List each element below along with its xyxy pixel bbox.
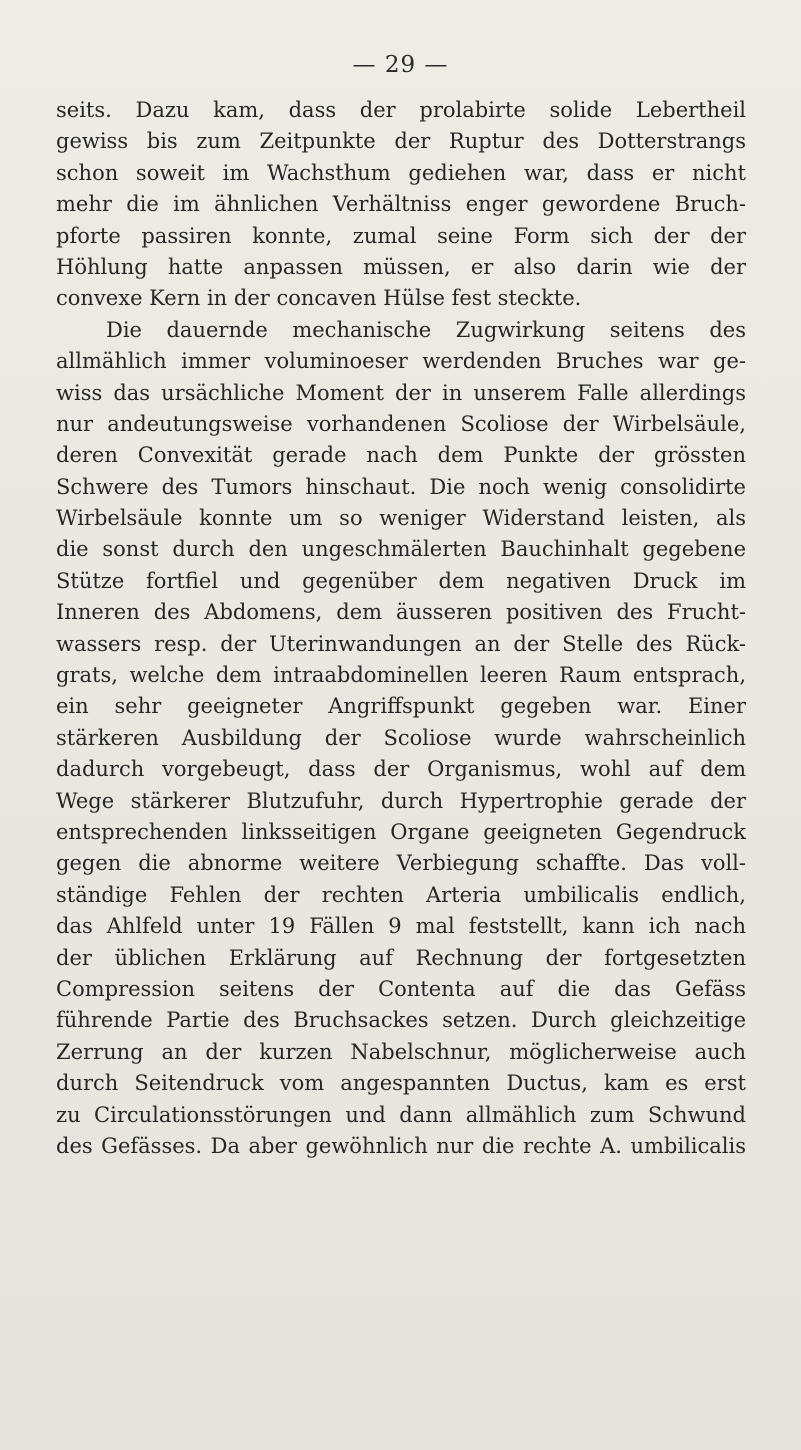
text-line: pforte passiren konnte, zumal seine Form sich der der xyxy=(56,223,746,248)
text-line: wiss das ursächliche Moment der in unserem Falle allerdings xyxy=(56,380,746,405)
text-line: Inneren des Abdomens, dem äusseren positiven des Frucht- xyxy=(56,600,746,625)
text-line: dadurch vorgebeugt, dass der Organismus, wohl auf dem xyxy=(56,757,746,782)
text-line: grats, welche dem intraabdominellen leeren Raum entsprach, xyxy=(56,663,746,688)
text-line: Schwere des Tumors hinschaut. Die noch wenig consolidirte xyxy=(56,474,746,499)
text-line: das Ahlfeld unter 19 Fällen 9 mal feststellt, kann ich nach xyxy=(56,914,746,939)
text-line: wassers resp. der Uterinwandungen an der Stelle des Rück- xyxy=(56,631,746,656)
text-line: Compression seitens der Contenta auf die das Gefäss xyxy=(56,976,746,1001)
text-line: gegen die abnorme weitere Verbiegung schaffte. Das voll- xyxy=(56,851,746,876)
text-line: stärkeren Ausbildung der Scoliose wurde wahrscheinlich xyxy=(56,725,746,750)
text-line: nur andeutungsweise vorhandenen Scoliose der Wirbelsäule, xyxy=(56,411,746,436)
text-line: mehr die im ähnlichen Verhältniss enger gewordene Bruch- xyxy=(56,192,746,217)
text-line: Wege stärkerer Blutzufuhr, durch Hypertrophie gerade der xyxy=(56,788,746,813)
text-line: gewiss bis zum Zeitpunkte der Ruptur des Dotterstrangs xyxy=(56,129,746,154)
text-line: des Gefässes. Da aber gewöhnlich nur die rechte A. umbilicalis xyxy=(56,1133,746,1158)
page-number: — 29 — xyxy=(352,52,449,78)
text-line: zu Circulationsstörungen und dann allmählich zum Schwund xyxy=(56,1102,746,1127)
text-line: Höhlung hatte anpassen müssen, er also darin wie der xyxy=(56,254,746,279)
text-line: convexe Kern in der concaven Hülse fest steckte. xyxy=(56,286,582,311)
text-line: entsprechenden linksseitigen Organe geeigneten Gegendruck xyxy=(56,819,746,844)
body-text xyxy=(56,95,746,1162)
text-line: Zerrung an der kurzen Nabelschnur, möglicherweise auch xyxy=(56,1039,746,1064)
text-line: durch Seitendruck vom angespannten Ductus, kam es erst xyxy=(56,1071,746,1096)
text-line: Die dauernde mechanische Zugwirkung seitens des xyxy=(106,317,746,342)
text-line: die sonst durch den ungeschmälerten Bauchinhalt gegebene xyxy=(56,537,746,562)
text-line: führende Partie des Bruchsackes setzen. Durch gleichzeitige xyxy=(56,1008,746,1033)
text-line: deren Convexität gerade nach dem Punkte der grössten xyxy=(56,443,746,468)
text-line: seits. Dazu kam, dass der prolabirte solide Lebertheil xyxy=(56,98,746,122)
text-line: ein sehr geeigneter Angriffspunkt gegeben war. Einer xyxy=(56,694,746,719)
text-line: der üblichen Erklärung auf Rechnung der fortgesetzten xyxy=(56,945,746,970)
text-line: schon soweit im Wachsthum gediehen war, dass er nicht xyxy=(56,160,746,185)
text-line: Stütze fortfiel und gegenüber dem negativen Druck im xyxy=(56,568,746,593)
text-line: Wirbelsäule konnte um so weniger Widerstand leisten, als xyxy=(56,506,746,531)
text-line: allmählich immer voluminoeser werdenden Bruches war ge- xyxy=(56,349,746,374)
text-line: ständige Fehlen der rechten Arteria umbilicalis endlich, xyxy=(56,882,746,907)
